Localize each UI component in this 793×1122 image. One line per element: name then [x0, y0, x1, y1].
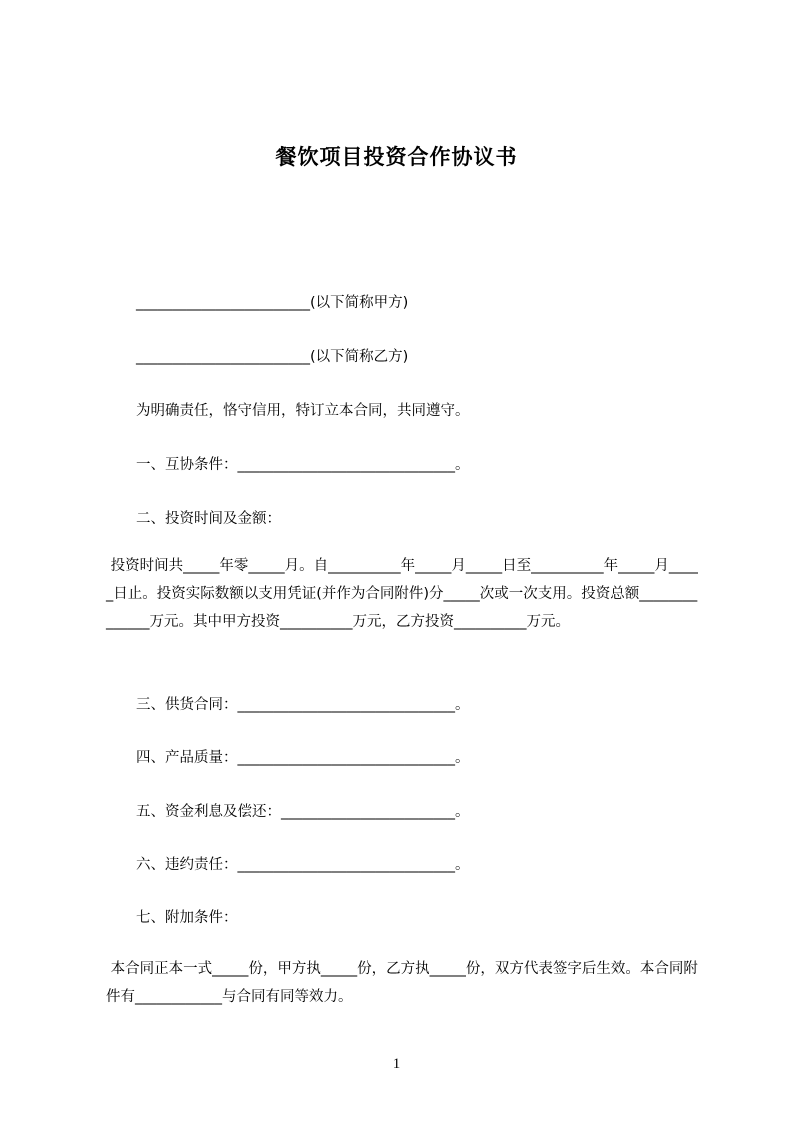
clause-7-body: 本合同正本一式_____份，甲方执_____份，乙方执_____份，双方代表签字后生效。本合同附件有____________与合同有同等效力。 — [106, 961, 698, 1005]
clause-3: 三、供货合同：______________________________。 — [136, 697, 470, 713]
party-a-line: ________________________(以下简称甲方) — [136, 295, 409, 311]
clause-5: 五、资金利息及偿还：________________________。 — [136, 804, 470, 820]
preamble: 为明确责任，恪守信用，特订立本合同，共同遵守。 — [136, 403, 470, 419]
clause-1: 一、互协条件：______________________________。 — [136, 457, 470, 473]
clause-7-heading: 七、附加条件： — [136, 910, 238, 926]
page-number: 1 — [392, 1056, 401, 1072]
clause-2-heading: 二、投资时间及金额： — [136, 511, 281, 527]
clause-6: 六、违约责任：______________________________。 — [136, 857, 470, 873]
clause-2-body: 投资时间共_____年零_____月。自__________年_____月_____日至__________年_____月_____日止。投资实际数额以支用凭证(并作为合同附件)分_____次或一次支用。投资总额______________万元。其中甲方投资__________万元，乙方投资__________万元。 — [106, 558, 698, 630]
party-b-line: ________________________(以下简称乙方) — [136, 349, 409, 365]
clause-4: 四、产品质量：______________________________。 — [136, 750, 470, 766]
document-title: 餐饮项目投资合作协议书 — [275, 145, 518, 169]
